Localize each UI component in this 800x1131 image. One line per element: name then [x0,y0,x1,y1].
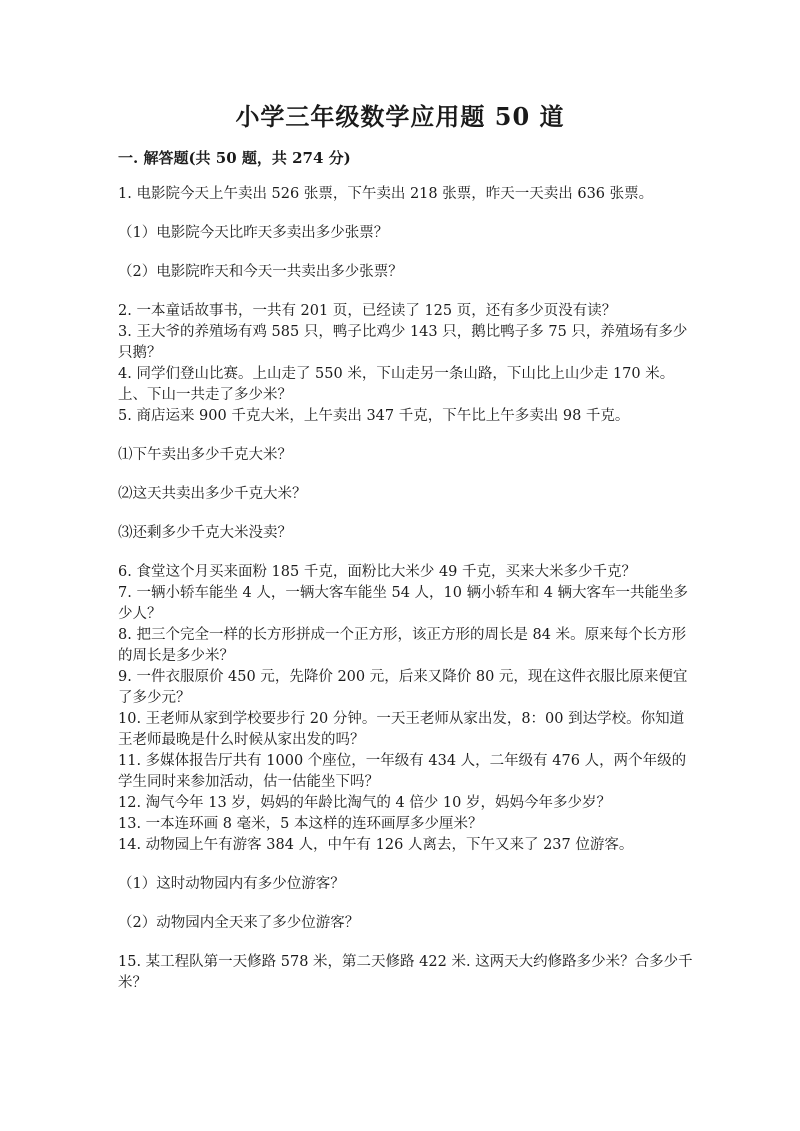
section-heading: 一. 解答题(共 50 题，共 274 分) [118,149,351,167]
question-14-part-1: （1）这时动物园内有多少位游客？ [118,876,345,892]
question-5-part-3: ⑶还剩多少千克大米没卖？ [118,525,292,541]
question-15: 15. 某工程队第一天修路 578 米，第二天修路 422 米. 这两天大约修路多少米？合多少千米？ [118,954,693,991]
question-5-part-1: ⑴下午卖出多少千克大米？ [118,447,292,463]
question-7: 7. 一辆小轿车能坐 4 人，一辆大客车能坐 54 人，10 辆小轿车和 4 辆大客车一共能坐多少人？ [118,585,689,622]
question-5: 5. 商店运来 900 千克大米，上午卖出 347 千克，下午比上午多卖出 98 千克。 [118,408,630,424]
question-1: 1. 电影院今天上午卖出 526 张票，下午卖出 218 张票，昨天一天卖出 636 张票。 [118,186,654,202]
question-2: 2. 一本童话故事书，一共有 201 页，已经读了 125 页，还有多少页没有读？ [118,303,617,319]
question-10: 10. 王老师从家到学校要步行 20 分钟。一天王老师从家出发，8：00 到达学校。你知道王老师最晚是什么时候从家出发的吗？ [118,711,685,748]
question-9: 9. 一件衣服原价 450 元，先降价 200 元，后来又降价 80 元，现在这件衣服比原来便宜了多少元？ [118,669,688,706]
document-title: 小学三年级数学应用题 50 道 [235,102,565,131]
question-5-part-2: ⑵这天共卖出多少千克大米？ [118,486,307,502]
question-13: 13. 一本连环画 8 毫米，5 本这样的连环画厚多少厘米？ [118,816,483,832]
question-8: 8. 把三个完全一样的长方形拼成一个正方形，该正方形的周长是 84 米。原来每个长方形的周长是多少米？ [118,627,687,664]
question-12: 12. 淘气今年 13 岁，妈妈的年龄比淘气的 4 倍少 10 岁，妈妈今年多少岁？ [118,795,611,811]
question-1-part-2: （2）电影院昨天和今天一共卖出多少张票？ [118,264,403,280]
question-list [118,184,698,994]
question-6: 6. 食堂这个月买来面粉 185 千克，面粉比大米少 49 千克，买来大米多少千克？ [118,564,637,580]
question-14-part-2: （2）动物园内全天来了多少位游客？ [118,915,360,931]
question-14: 14. 动物园上午有游客 384 人，中午有 126 人离去，下午又来了 237 位游客。 [118,837,634,853]
question-11: 11. 多媒体报告厅共有 1000 个座位，一年级有 434 人，二年级有 476 人，两个年级的学生同时来参加活动，估一估能坐下吗？ [118,753,687,790]
question-3: 3. 王大爷的养殖场有鸡 585 只，鸭子比鸡少 143 只，鹅比鸭子多 75 只，养殖场有多少只鹅？ [118,324,688,361]
question-1-part-1: （1）电影院今天比昨天多卖出多少张票？ [118,225,389,241]
question-4: 4. 同学们登山比赛。上山走了 550 米，下山走另一条山路，下山比上山少走 170 米。上、下山一共走了多少米？ [118,366,675,403]
